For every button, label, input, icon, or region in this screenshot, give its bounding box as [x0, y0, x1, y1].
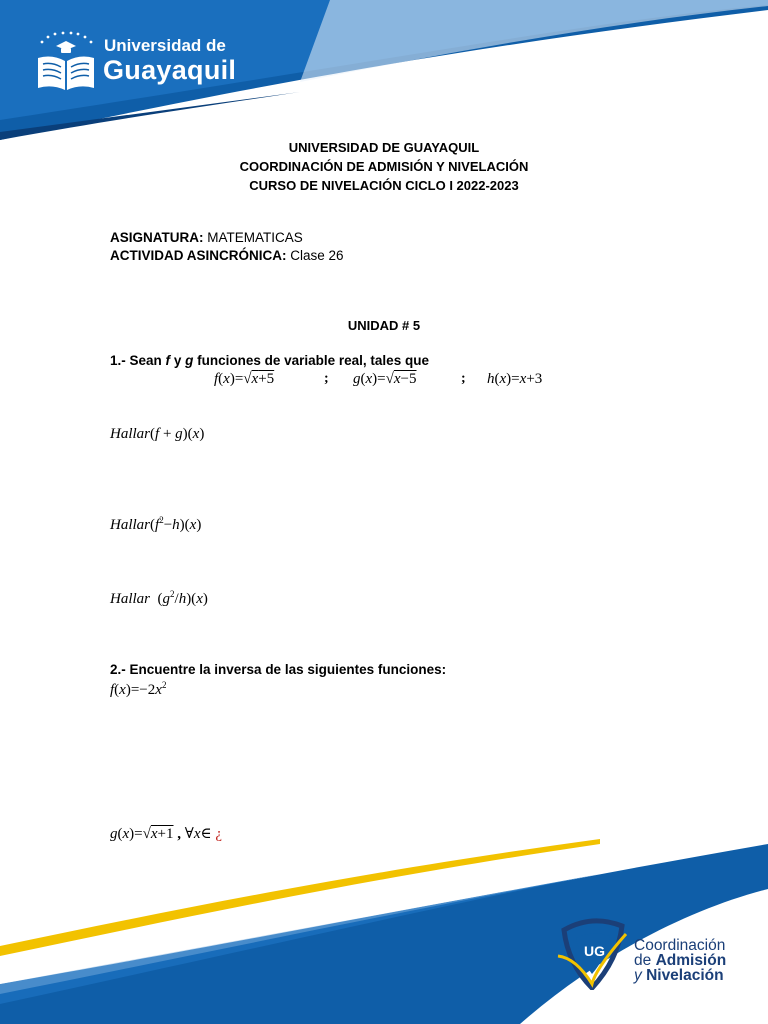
equation-h: h(x)=x+3: [487, 371, 543, 387]
title-course: CURSO DE NIVELACIÓN CICLO I 2022-2023: [249, 178, 519, 193]
svg-text:UG: UG: [584, 943, 605, 959]
book-logo-icon: [34, 30, 98, 94]
hallar-g2-over-h: Hallar $(g^2/h)(x)$: [110, 589, 208, 607]
unit-heading: UNIDAD # 5: [347, 318, 421, 333]
question2-heading: 2.- Encuentre la inversa de las siguientes funciones:: [110, 662, 447, 677]
subject-label: ASIGNATURA:: [110, 230, 204, 245]
footer-line1: Coordinación: [634, 937, 726, 954]
question1-heading: 1.- Sean f y g funciones de variable real, tales que: [110, 353, 429, 368]
separator: ;: [324, 371, 329, 386]
university-logo: [34, 30, 244, 100]
title-coordination: COORDINACIÓN DE ADMISIÓN Y NIVELACIÓN: [239, 159, 529, 174]
hallar-f-plus-g: Hallar(f + g)(x): [110, 426, 205, 442]
coordination-logo: [556, 916, 756, 990]
activity-value: Clase 26: [290, 248, 344, 263]
logo-line2: Guayaquil: [103, 55, 237, 85]
activity-line: [110, 248, 344, 263]
subject-value: MATEMATICAS: [207, 230, 303, 245]
equation-f: f(x)=√x+5: [214, 371, 275, 387]
separator: ;: [461, 371, 466, 386]
equation-q2-f: $f(x)=-2x^2$: [110, 680, 167, 698]
subject-line: [110, 230, 303, 245]
logo-line1: Universidad de: [104, 36, 226, 55]
activity-label: ACTIVIDAD ASINCRÓNICA:: [110, 248, 287, 263]
ug-shield-logo-icon: [556, 916, 628, 990]
title-university: UNIVERSIDAD DE GUAYAQUIL: [288, 140, 480, 155]
equation-q2-g: g(x)=√x+1 , ∀x∈ ¿: [110, 826, 223, 842]
footer-line2: de Admisión: [634, 952, 727, 969]
equation-g: g(x)=√x−5: [353, 371, 417, 387]
hallar-f2-minus-h: $Hallar(f^2-h)(x)$: [110, 515, 202, 533]
footer-line3: y Nivelación: [634, 967, 724, 984]
